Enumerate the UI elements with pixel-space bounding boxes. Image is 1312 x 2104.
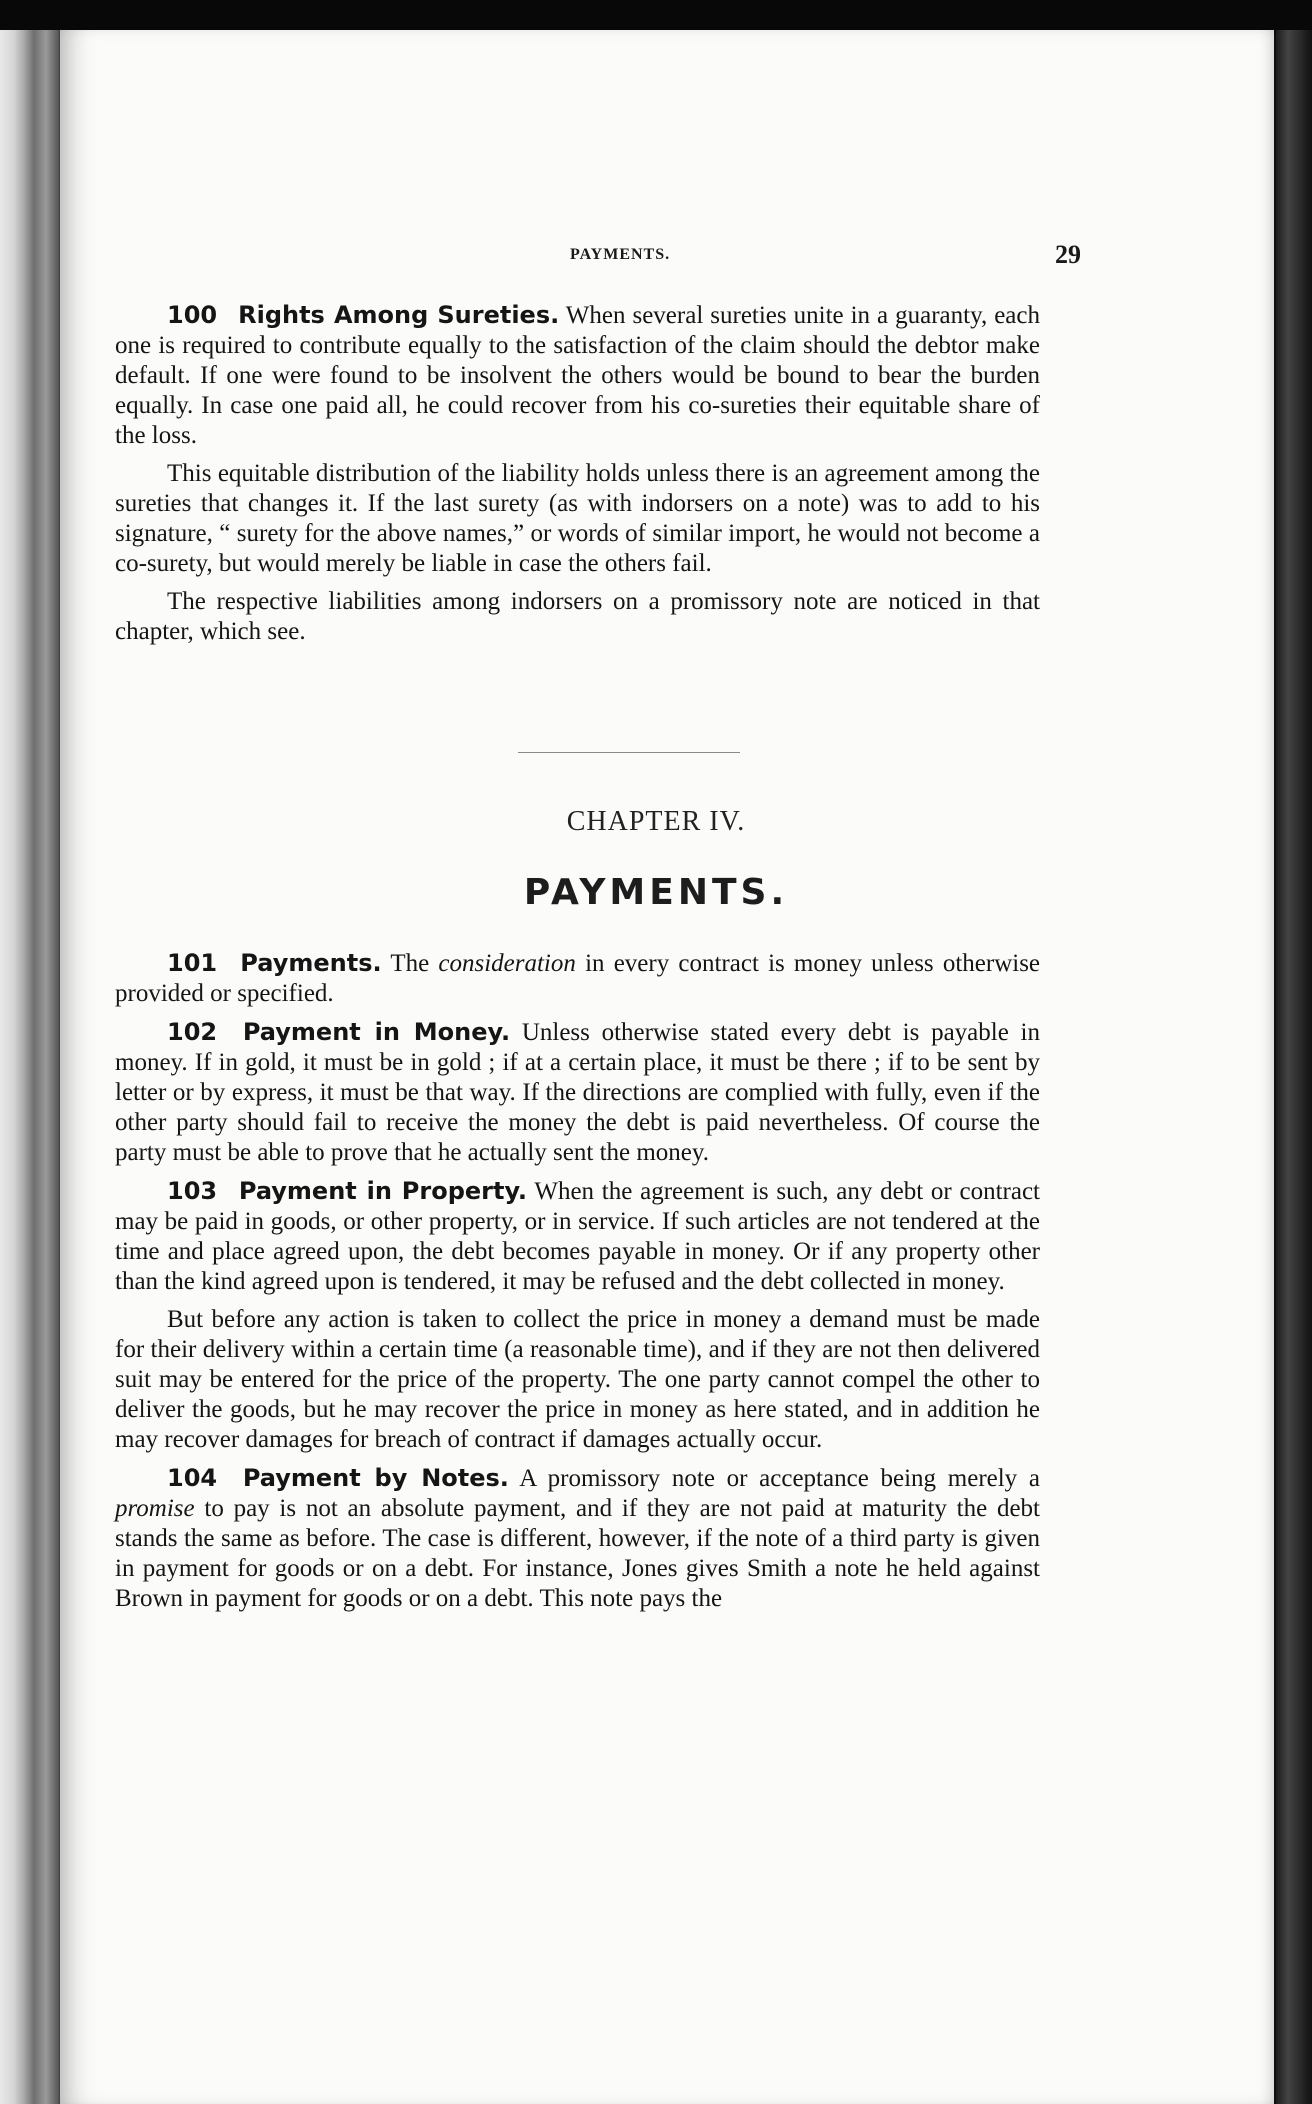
running-head [510,218,1140,269]
section-divider-rule [518,752,740,753]
section-title: Payment in Property. [238,1177,528,1205]
section-text: When the agreement is such, any debt or contract may be paid in goods, or other property, or in service. If such articles are not tendered at the time and place agreed upon, the debt becomes payable in money. Or if any property other than the kind agreed upon is tendered, it may be refused and the debt collected in money. [115,1178,1040,1295]
section-title: Payments. [240,949,382,977]
page-number: 29 [1055,240,1081,269]
section-text-after: to pay is not an absolute payment, and if they are not paid at maturity the debt stands the same as before. The case is different, however, if the note of a third party is given in payment for goods or on a debt. For instance, Jones gives Smith a note he held against Brown in payment for goods or on a debt. This note pays the [115,1495,1040,1612]
section-101-paragraph [115,948,1040,1009]
running-title: PAYMENTS. [570,246,671,263]
section-text: Unless otherwise stated every debt is payable in money. If in gold, it must be in gold ; if at a certain place, it must be there ; if to be sent by letter or by express, it must be that way. If the directions are complied with fully, even if the other party should fail to receive the money the debt is paid nevertheless. Of course the party must be able to prove that he actually sent the money. [115,1019,1040,1166]
section-title: Rights Among Sureties. [238,301,560,329]
section-text-italic: promise [115,1495,195,1522]
chapter-body [115,948,1040,1622]
section-100-paragraph-3: The respective liabilities among indorsers on a promissory note are noticed in that chapter, which see. [115,588,1040,645]
section-103-paragraph [115,1176,1040,1297]
section-100-paragraph [115,300,1040,451]
section-100-block [115,300,1040,655]
section-number: 104 [167,1464,218,1492]
section-text-after: in every contract is money unless otherwise provided or specified. [115,950,1041,1007]
chapter-title: PAYMENTS. [523,872,789,913]
left-page-edge [0,30,62,2104]
section-text: When several sureties unite in a guaranty, each one is required to contribute equally to the satisfaction of the claim should the debtor make default. If one were found to be insolvent the others would be bound to bear the burden equally. In case one paid all, he could recover from his co-sureties their equitable share of the loss. [115,302,1041,449]
section-number: 100 [167,301,218,329]
section-102-paragraph [115,1017,1040,1168]
section-text-before: A promissory note or acceptance being merely a [519,1465,1040,1492]
section-number: 101 [167,949,218,977]
section-text-italic: consideration [438,950,576,977]
scan-top-band [0,0,1312,34]
section-text-before: The [390,950,430,977]
section-104-paragraph [115,1463,1040,1614]
section-title: Payment by Notes. [242,1464,509,1492]
section-number: 103 [167,1177,218,1205]
chapter-label: CHAPTER IV. [566,806,746,837]
section-number: 102 [167,1018,218,1046]
section-title: Payment in Money. [242,1018,511,1046]
section-103-paragraph-2: But before any action is taken to collect the price in money a demand must be made for their delivery within a certain time (a reasonable time), and if they are not then delivered suit may be entered for the price of the property. The one party cannot compel the other to deliver the goods, but he may recover the price in money as here stated, and in addition he may recover damages for breach of contract if damages actually occur. [115,1306,1040,1453]
section-100-paragraph-2: This equitable distribution of the liability holds unless there is an agreement among the sureties that changes it. If the last surety (as with indorsers on a note) was to add to his signature, “ surety for the above names,” or words of similar import, he would not become a co-surety, but would merely be liable in case the others fail. [115,460,1040,577]
right-page-edge [1276,30,1312,2104]
